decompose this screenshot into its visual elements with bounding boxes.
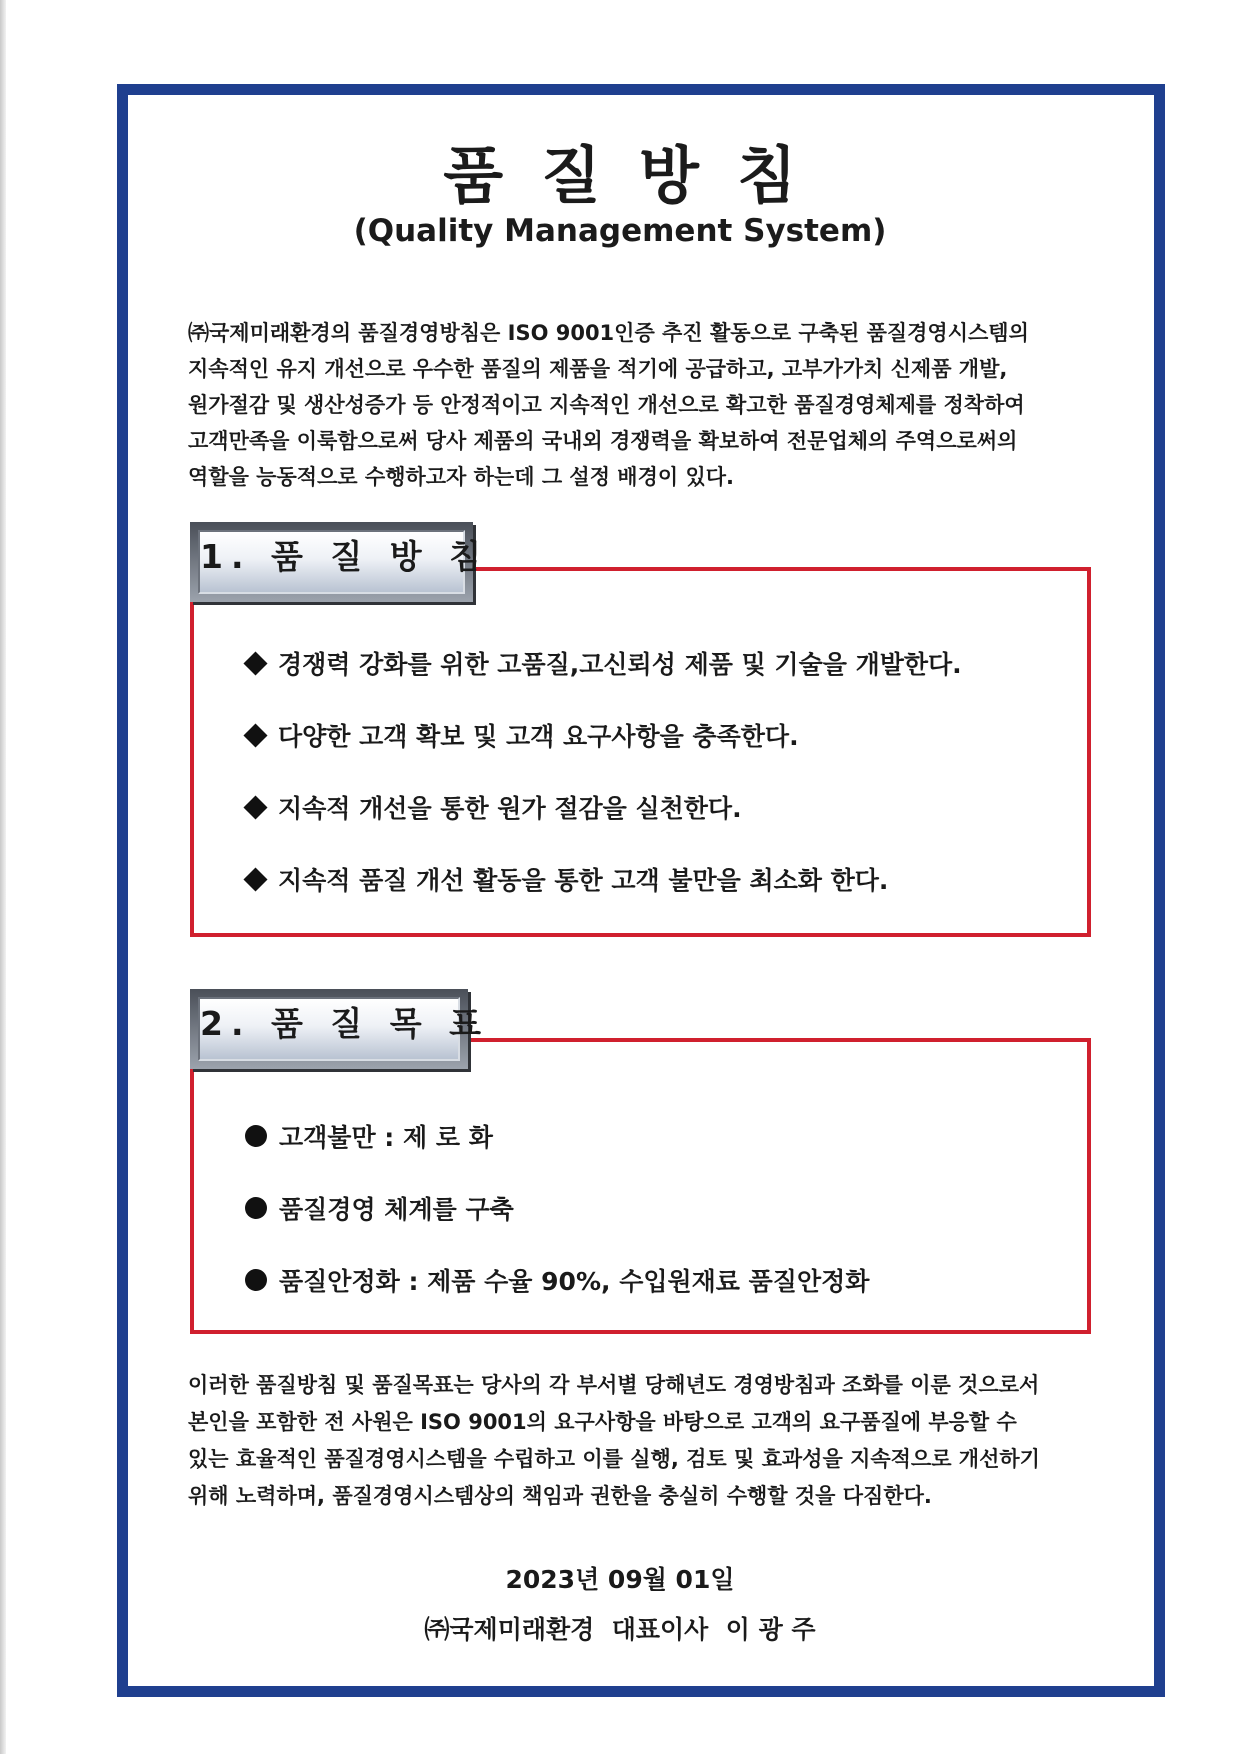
policy-item-text: 다양한 고객 확보 및 고객 요구사항을 충족한다. [278,722,799,751]
policy-item [245,861,888,897]
intro-line: 고객만족을 이룩함으로써 당사 제품의 국내외 경쟁력을 확보하여 전문업체의 주역으로써의 [188,429,1018,453]
policy-item-text: 지속적 품질 개선 활동을 통한 고객 불만을 최소화 한다. [278,866,889,895]
goal-item-text: 고객불만 : 제 로 화 [279,1123,493,1152]
intro-line: 원가절감 및 생산성증가 등 안정적이고 지속적인 개선으로 확고한 품질경영체제를 정착하여 [188,393,1025,417]
quality-policy-heading-plate [190,522,489,602]
document-subtitle: (Quality Management System) [353,213,887,249]
closing-line: 이러한 품질방침 및 품질목표는 당사의 각 부서별 당해년도 경영방침과 조화를 이룬 것으로서 [188,1373,1040,1397]
scan-edge [0,0,6,1754]
intro-line: 역할을 능동적으로 수행하고자 하는데 그 설정 배경이 있다. [188,465,735,489]
goal-item-text: 품질경영 체계를 구축 [279,1195,514,1224]
goal-item-text: 품질안정화 : 제품 수율 90%, 수입원재료 품질안정화 [279,1267,870,1296]
policy-item-text: 경쟁력 강화를 위한 고품질,고신뢰성 제품 및 기술을 개발한다. [278,650,962,679]
diamond-bullet-icon [243,651,267,675]
policy-item-text: 지속적 개선을 통한 원가 절감을 실천한다. [278,794,742,823]
policy-item [245,645,962,681]
circle-bullet-icon [245,1269,267,1291]
closing-line: 있는 효율적인 품질경영시스템을 수립하고 이를 실행, 검토 및 효과성을 지속적으로 개선하기 [188,1447,1040,1471]
closing-line: 본인을 포함한 전 사원은 ISO 9001의 요구사항을 바탕으로 고객의 요구품질에 부응할 수 [188,1410,1017,1434]
goal-item [245,1190,514,1226]
quality-goals-heading: 2. 품 질 목 표 [198,997,460,1061]
closing-line: 위해 노력하며, 품질경영시스템상의 책임과 권한을 충실히 수행할 것을 다짐한다. [188,1484,932,1508]
circle-bullet-icon [245,1125,267,1147]
intro-paragraph [188,315,1108,495]
document-title: 품질방침 [443,139,835,212]
closing-paragraph [188,1367,1118,1515]
intro-line: ㈜국제미래환경의 품질경영방침은 ISO 9001인증 추진 활동으로 구축된 품질경영시스템의 [188,321,1029,345]
goal-item [245,1118,493,1154]
goal-item [245,1262,869,1298]
issue-date: 2023년 09월 01일 [505,1565,735,1594]
quality-policy-heading: 1. 품 질 방 침 [198,530,465,594]
circle-bullet-icon [245,1197,267,1219]
signer-line: ㈜국제미래환경 대표이사 이 광 주 [424,1615,816,1644]
policy-item [245,789,742,825]
diamond-bullet-icon [243,723,267,747]
policy-item [245,717,799,753]
intro-line: 지속적인 유지 개선으로 우수한 품질의 제품을 적기에 공급하고, 고부가가치 신제품 개발, [188,357,1008,381]
quality-goals-heading-plate [190,989,489,1069]
diamond-bullet-icon [243,867,267,891]
diamond-bullet-icon [243,795,267,819]
